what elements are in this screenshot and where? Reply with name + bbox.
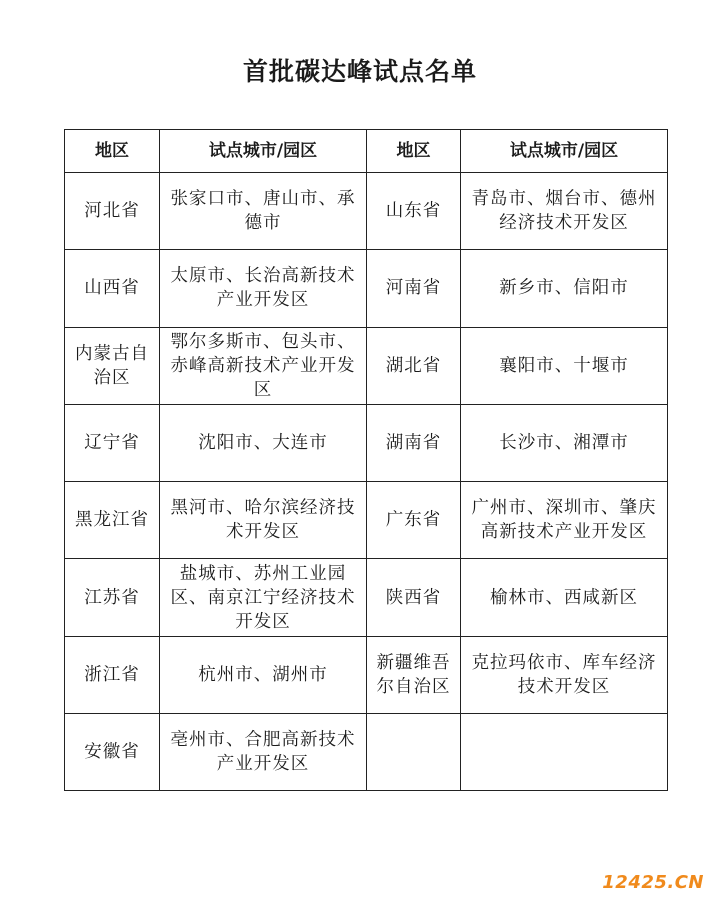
region-cell: 陕西省 <box>367 559 461 636</box>
table-header-row <box>65 130 668 173</box>
table-row <box>65 636 668 713</box>
watermark-logo: 12425.CN <box>602 872 704 893</box>
region-cell: 湖南省 <box>367 404 461 481</box>
cities-cell: 广州市、深圳市、肇庆高新技术产业开发区 <box>461 482 668 559</box>
region-cell: 湖北省 <box>367 327 461 404</box>
region-cell <box>367 714 461 791</box>
region-cell: 辽宁省 <box>65 404 160 481</box>
cities-cell: 盐城市、苏州工业园区、南京江宁经济技术开发区 <box>160 559 367 636</box>
table-row <box>65 714 668 791</box>
cities-cell: 张家口市、唐山市、承德市 <box>160 173 367 250</box>
region-cell: 安徽省 <box>65 714 160 791</box>
cities-cell: 沈阳市、大连市 <box>160 404 367 481</box>
table-row <box>65 404 668 481</box>
page-title: 首批碳达峰试点名单 <box>242 57 477 86</box>
table-row <box>65 250 668 327</box>
cities-cell: 亳州市、合肥高新技术产业开发区 <box>160 714 367 791</box>
cities-cell: 长沙市、湘潭市 <box>461 404 668 481</box>
cities-cell: 襄阳市、十堰市 <box>461 327 668 404</box>
table-row <box>65 482 668 559</box>
cities-cell: 青岛市、烟台市、德州经济技术开发区 <box>461 173 668 250</box>
region-cell: 江苏省 <box>65 559 160 636</box>
cities-cell: 克拉玛依市、库车经济技术开发区 <box>461 636 668 713</box>
cities-cell: 新乡市、信阳市 <box>461 250 668 327</box>
region-cell: 黑龙江省 <box>65 482 160 559</box>
cities-cell: 杭州市、湖州市 <box>160 636 367 713</box>
region-cell: 广东省 <box>367 482 461 559</box>
header-cities-left: 试点城市/园区 <box>160 130 367 173</box>
header-cities-right: 试点城市/园区 <box>461 130 668 173</box>
region-cell: 内蒙古自治区 <box>65 327 160 404</box>
table-row <box>65 327 668 404</box>
region-cell: 新疆维吾尔自治区 <box>367 636 461 713</box>
region-cell: 山东省 <box>367 173 461 250</box>
cities-cell: 鄂尔多斯市、包头市、赤峰高新技术产业开发区 <box>160 327 367 404</box>
header-region-right: 地区 <box>367 130 461 173</box>
region-cell: 河南省 <box>367 250 461 327</box>
table-row <box>65 173 668 250</box>
cities-cell: 太原市、长治高新技术产业开发区 <box>160 250 367 327</box>
region-cell: 山西省 <box>65 250 160 327</box>
region-cell: 河北省 <box>65 173 160 250</box>
cities-cell <box>461 714 668 791</box>
pilot-list-table <box>64 129 668 791</box>
table-row <box>65 559 668 636</box>
cities-cell: 榆林市、西咸新区 <box>461 559 668 636</box>
region-cell: 浙江省 <box>65 636 160 713</box>
cities-cell: 黑河市、哈尔滨经济技术开发区 <box>160 482 367 559</box>
header-region-left: 地区 <box>65 130 160 173</box>
